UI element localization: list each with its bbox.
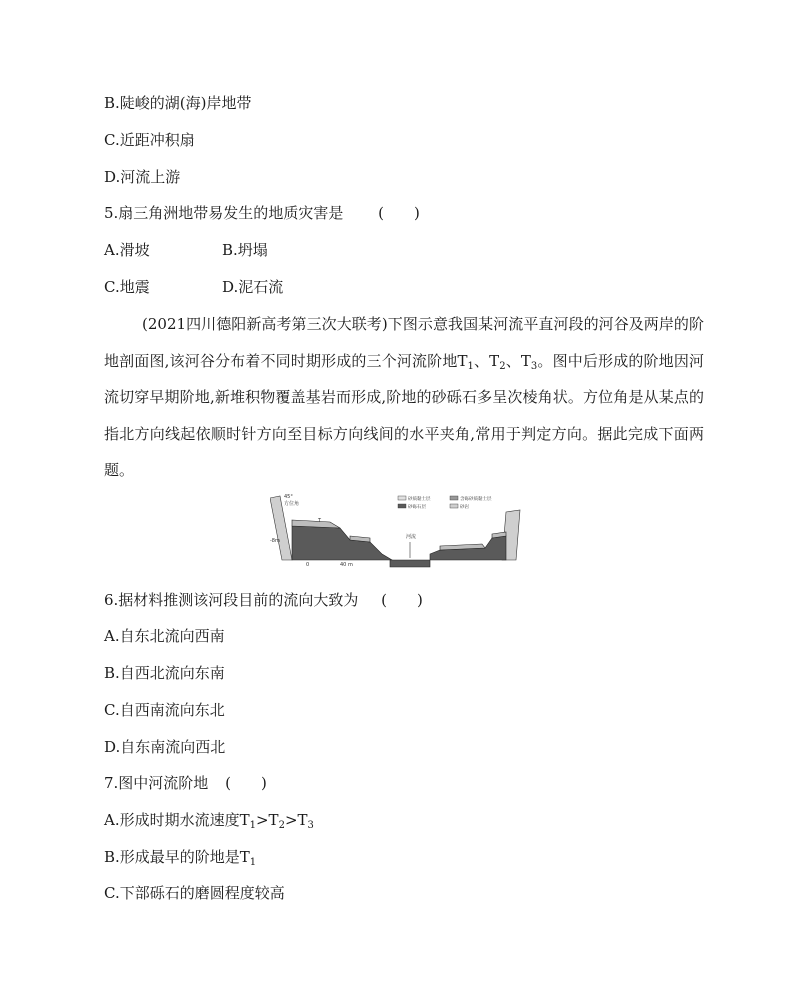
sub-2: 2 [499,360,506,372]
left-gravel-layer [292,526,392,560]
q7-b-sub-1: 1 [249,857,257,868]
river-label: 河流 [406,534,417,540]
terrace-t1-label: T [318,518,322,524]
question-7 [104,773,267,793]
q7-b-text: B.形成最早的阶地是T [104,848,250,866]
q7-a-text: A.形成时期水流速度T [104,811,250,829]
question-5 [104,203,420,223]
terrace-profile-svg [270,490,528,574]
legend-swatch-gravel-clay [450,496,458,500]
q6-option-c: C.自西南流向东北 [104,701,225,719]
scale-zero: 0 [306,562,310,568]
legend-gravel-clay: 含砾砂质黏土层 [460,497,492,502]
q7-a-sub-1: 1 [249,820,256,831]
question-7-answer-paren: ( ) [225,774,267,792]
sub-3: 3 [530,360,538,372]
river-bed [390,560,430,567]
question-5-stem: 5.扇三角洲地带易发生的地质灾害是 [104,204,344,222]
option-b-prev: B.陡峻的湖(海)岸地带 [104,94,252,112]
q7-a-sub-2: 2 [278,820,285,831]
terrace-profile-figure [270,490,528,574]
passage-text-2: 。图中后形成的阶地因河流切穿早期阶地,新堆积物覆盖基岩而形成,阶地的砂砾石多呈次棱角状。方位角是从某点的指北方向线起依顺时针方向至目标方向线间的水平夹角,常用于判定方向。据此完成下面两题。 [104,351,704,479]
question-6-answer-paren: ( ) [381,591,423,609]
passage-sep-1: 、T [473,351,500,370]
q5-option-c: C.地震 [104,278,150,296]
angle-value: 45° [284,494,293,500]
legend-clay: 砂质黏土层 [408,497,431,502]
q6-option-d: D.自东南流向西北 [104,738,226,756]
option-d-prev: D.河流上游 [104,168,181,186]
question-5-answer-paren: ( ) [378,204,420,222]
q7-a-gt-1: >T [255,811,279,829]
question-6 [104,590,423,610]
q5-option-a: A.滑坡 [104,241,150,259]
legend-swatch-clay [398,496,406,500]
scale-distance: 40 m [340,562,353,568]
passage-sep-2: 、T [505,351,531,370]
sub-1: 1 [467,360,474,372]
q5-option-b: B.坍塌 [222,241,268,259]
legend-sandstone: 砂岩 [460,505,469,510]
q7-option-c: C.下部砾石的磨圆程度较高 [104,884,285,902]
option-c-prev: C.近距冲积扇 [104,131,195,149]
legend-swatch-sandstone [450,504,458,508]
question-6-stem: 6.据材料推测该河段目前的流向大致为 [104,591,359,609]
passage [104,306,704,489]
q7-option-b [104,847,256,867]
q7-option-a [104,810,314,830]
angle-label: 方位角 [284,501,300,507]
q6-option-a: A.自东北流向西南 [104,627,225,645]
q5-option-d: D.泥石流 [222,278,284,296]
q7-a-sub-3: 3 [307,820,314,831]
passage-text-1: (2021四川德阳新高考第三次大联考)下图示意我国某河流平直河段的河谷及两岸的阶地剖面图,该河谷分布着不同时期形成的三个河流阶地T [104,315,704,370]
depth-label: -8m [270,538,280,544]
q7-a-gt-2: >T [284,811,308,829]
q6-option-b: B.自西北流向东南 [104,664,225,682]
legend-gravel: 砂砾石层 [408,505,426,510]
legend-swatch-gravel [398,504,406,508]
question-7-stem: 7.图中河流阶地 [104,774,209,792]
